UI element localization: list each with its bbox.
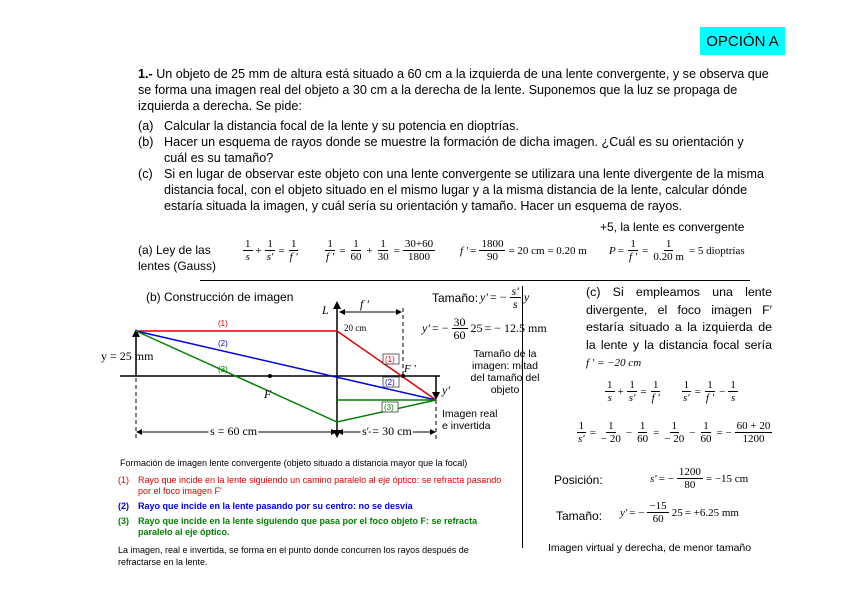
ray-3-label-left: (3) [218, 365, 228, 374]
focal-result-equation: f ′ = $\frac{1800}{90}$ = 20 cm = 0.20 m [460, 238, 587, 263]
position-label: Posición: [554, 473, 603, 487]
gauss-law-equation: $\frac{1}{s}$ + $\frac{1}{s'}$ = $\frac{1}{f '}$ [245, 238, 298, 263]
problem-intro [138, 66, 770, 114]
section-divider [522, 286, 523, 548]
problem-intro-text: Un objeto de 25 mm de altura está situado a 60 cm a la izquierda de una lente convergente, y se observa que se forma una imagen real del objeto a 30 cm a la derecha de la lente. Suponemos que la luz se propaga de izquierda a derecha. Se pide: [138, 67, 769, 113]
divergent-size-equation: y′ = − $\frac{-15}{60}$ 25 = +6.25 mm [620, 500, 739, 525]
problem-item-b: (b) Hacer un esquema de rayos donde se muestre la formación de dicha imagen. ¿Cuál es su orientación y cuál es su tamaño? [138, 135, 744, 165]
half-size-note: Tamaño de la imagen: mitad del tamaño del objeto [470, 348, 540, 396]
divergent-numeric-equation: $\frac{1}{s'}$ = $\frac{1}{- 20}$ − $\frac{1}{60}$ = $\frac{1}{- 20}$ − $\frac{1}{60}$ = − $\frac{60 + 20}{1200}$ [578, 420, 771, 445]
diagram-caption: Formación de imagen lente convergente (objeto situado a distancia mayor que la focal) [120, 458, 468, 468]
ray-3-label-right: (3) [384, 403, 394, 412]
f-prime-label: f ′ [360, 298, 369, 311]
F-prime-label: F ′ [404, 363, 416, 375]
size-result-equation: y′ = − $\frac{30}{60}$ 25 = − 12.5 mm [422, 315, 547, 342]
ray-2-label-right: (2) [385, 378, 395, 387]
ray-legend [118, 475, 508, 538]
problem-number: 1.- [138, 67, 153, 81]
ray-diagram [100, 298, 460, 443]
divergent-gauss-equation: $\frac{1}{s}$ + $\frac{1}{s'}$ = $\frac{1}{f '}$ [607, 379, 660, 404]
y-object-label: y = 25 mm [101, 349, 154, 363]
problem-item-c: (c) Si en lugar de observar este objeto con una lente convergente se utilizara una lente divergente de la misma distancia focal, con el objeto situado en el mismo lugar y a la misma distancia de la lente, calcular dónde estaría situada la imagen, y cuál sería su orientación y tamaño. Hacer un esquema de rayos. [138, 167, 764, 213]
lens-arrow-top [333, 301, 341, 309]
part-c-text: (c) Si empleamos una lente divergente, el foco imagen F′ estaría situado a la izquierda de la lente y la distancia focal sería f ′ = −20 cm [586, 285, 772, 369]
divider-line [200, 280, 750, 281]
power-equation: P = $\frac{1}{f '}$ = $\frac{1}{0.20 m}$ = 5 dioptrías [609, 238, 745, 263]
ray-1-label-left: (1) [218, 319, 228, 328]
legend-ray-2: (2) Rayo que incide en la lente pasando por su centro: no se desvía [118, 501, 413, 511]
part-a-label: (a) Ley de las lentes (Gauss) [138, 243, 217, 273]
s-prime-label: s′ = 30 cm [362, 424, 412, 438]
problem-items [138, 118, 770, 214]
focal-sum-equation: $\frac{1}{f '}$ = $\frac{1}{60}$ + $\frac{1}{30}$ = $\frac{30+60}{1800}$ [326, 238, 434, 263]
ray-2 [136, 331, 436, 400]
legend-ray-1: (1) Rayo que incide en la lente siguiendo un camino paralelo al eje óptico: se refracta pasando por el foco imagen F′ [118, 475, 502, 496]
ray-1-label-right: (1) [385, 355, 395, 364]
ray-2-label-left: (2) [218, 339, 228, 348]
size-formula: Tamaño: y′ = − $\frac{s'}{s}$ y [432, 284, 530, 311]
option-badge: OPCIÓN A [700, 27, 785, 55]
part-b-title: (b) Construcción de imagen [146, 290, 294, 304]
image-conclusion: La imagen, real e invertida, se forma en el punto donde concurren los rayos después de refractarse en la lente. [118, 545, 469, 567]
F-label: F [264, 387, 272, 401]
position-equation: s′ = − $\frac{1200}{80}$ = −15 cm [650, 466, 749, 491]
divergent-conclusion: Imagen virtual y derecha, de menor tamaño [548, 542, 752, 554]
s-label: s = 60 cm [210, 424, 258, 438]
real-inverted-note: Imagen real e invertida [442, 408, 498, 432]
legend-ray-3: (3) Rayo que incide en la lente siguiendo que pasa por el foco objeto F: se refracta paralelo al eje óptico. [118, 516, 478, 537]
problem-item-a: (a) Calcular la distancia focal de la lente y su potencia en dioptrías. [138, 119, 519, 133]
divergent-size-label: Tamaño: [556, 509, 603, 523]
focal-20cm-label: 20 cm [344, 323, 367, 333]
y-image-label: y′ [442, 383, 450, 397]
lens-label: L [322, 303, 329, 317]
converging-note: +5, la lente es convergente [600, 220, 745, 234]
focal-point-F [268, 374, 272, 378]
divergent-solve-equation: $\frac{1}{s'}$ = $\frac{1}{f '}$ − $\frac{1}{s}$ [683, 379, 736, 404]
